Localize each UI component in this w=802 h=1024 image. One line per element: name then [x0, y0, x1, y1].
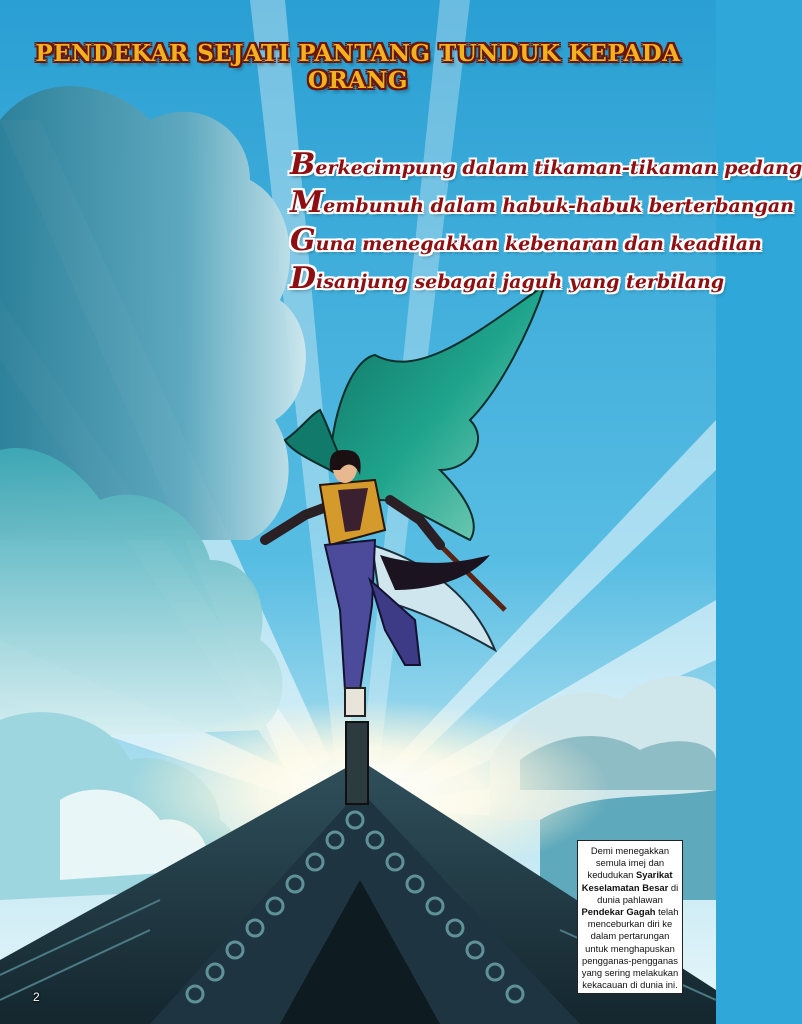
poem-block — [290, 146, 802, 298]
caption-text-3: telah menceburkan diri ke dalam pertarungan untuk menghapuskan pengganas-pengganas yang sering melakukan kekacauan di dunia ini. — [581, 906, 679, 991]
caption-box — [577, 840, 683, 994]
poem-line-2: Membunuh dalam habuk-habuk berterbangan — [290, 185, 794, 220]
poem-line-4: Disanjung sebagai jaguh yang terbilang — [290, 261, 725, 296]
page-title: PENDEKAR SEJATI PANTANG TUNDUK KEPADA ORANG — [35, 40, 681, 94]
caption-hero-name: Pendekar Gagah — [581, 906, 656, 918]
page-number: 2 — [33, 990, 40, 1004]
poem-line-3: Guna menegakkan kebenaran dan keadilan — [290, 223, 762, 258]
caption-text-2: di dunia pahlawan — [597, 881, 679, 905]
caption-text-1: Demi menegakkan semula imej dan kedudukan — [587, 845, 670, 881]
poem-line-1: Berkecimpung dalam tikaman-tikaman pedang — [290, 147, 802, 182]
caption-org-name: Syarikat Keselamatan Besar — [581, 869, 673, 893]
